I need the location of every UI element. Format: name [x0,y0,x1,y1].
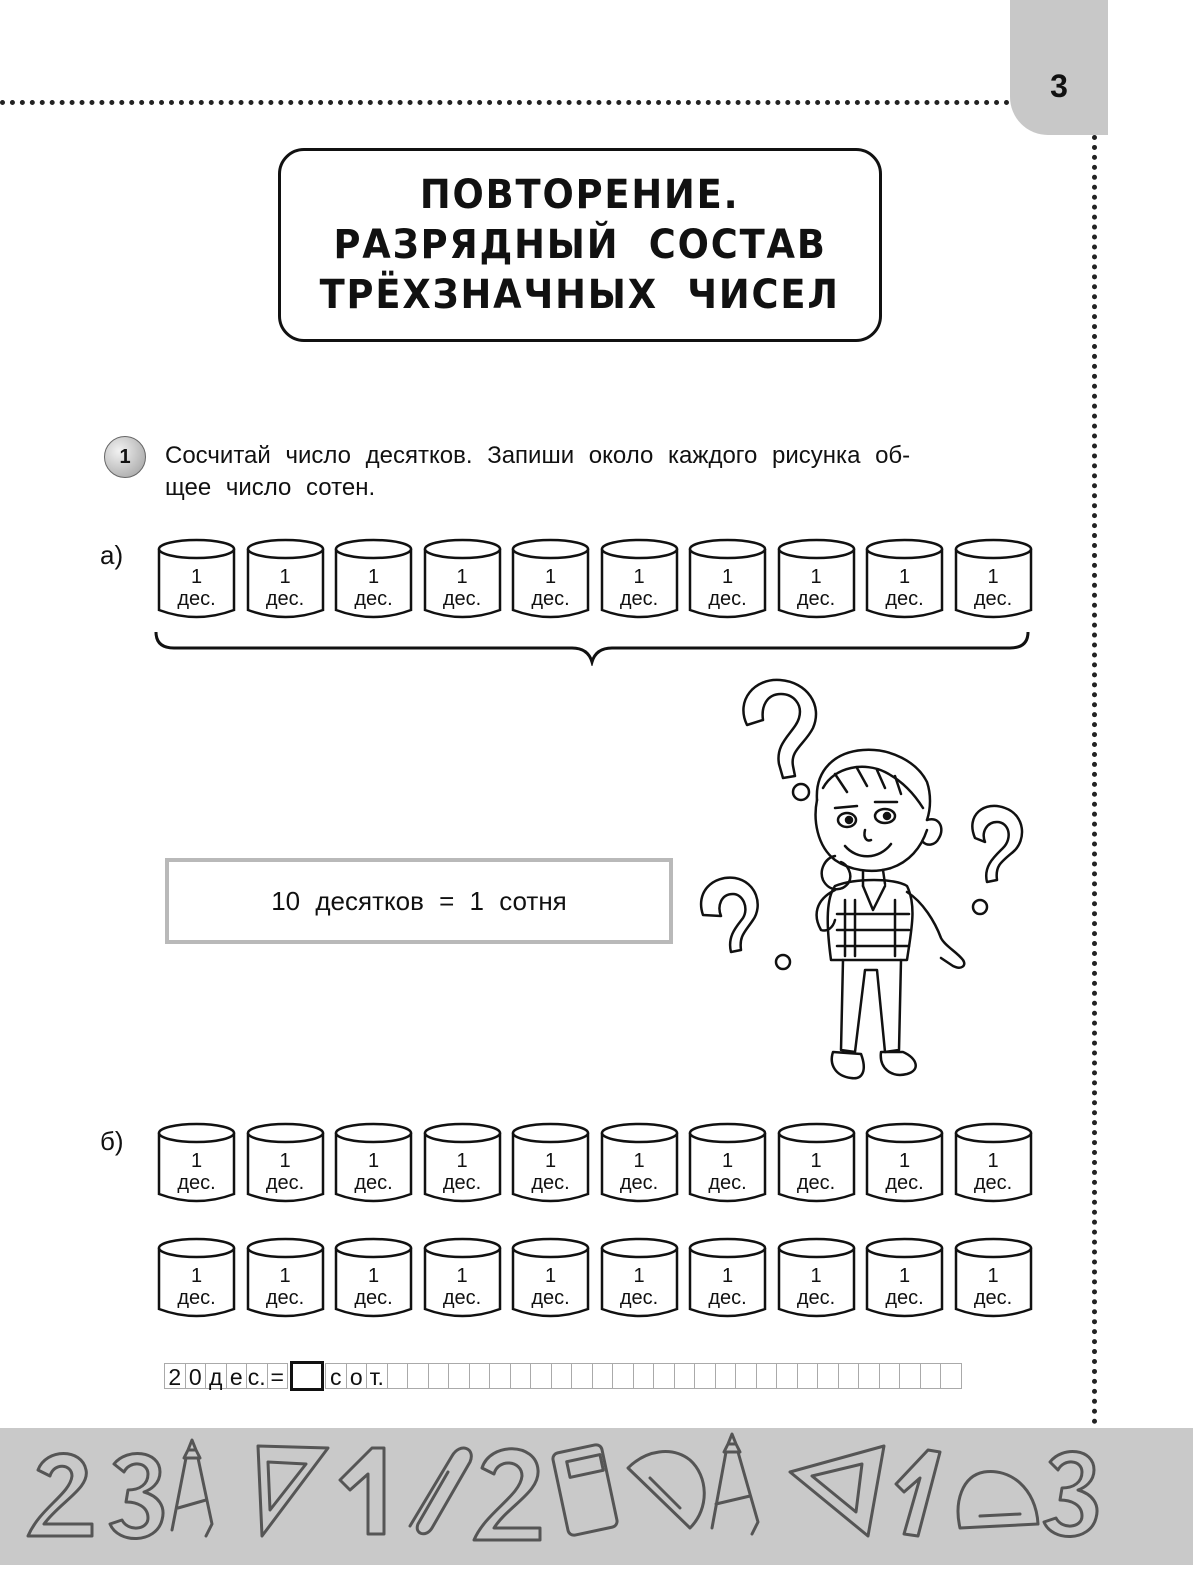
cylinder-value: 1 [279,1150,291,1172]
task-text-line-1: Сосчитай число десятков. Запиши около каждого рисунка об- [165,442,911,469]
empty-grid-cell [448,1363,470,1389]
empty-grid-cell [407,1363,429,1389]
cylinder-unit: дес. [442,588,482,610]
cylinder-unit: дес. [619,1172,659,1194]
cylinder-value: 1 [987,1265,999,1287]
empty-grid-cell [551,1363,573,1389]
tens-cylinder [777,1237,856,1319]
curly-brace [152,630,1032,666]
cylinder-unit: дес. [708,1172,747,1194]
tens-cylinder [511,1237,590,1319]
compass-icon-b [712,1434,758,1534]
bottom-decor-band [0,1428,1193,1565]
empty-grid-cell [940,1363,962,1389]
cylinder-unit: дес. [708,1287,747,1309]
cylinder-value: 1 [367,566,380,588]
cylinder-unit: дес. [973,1172,1013,1194]
cylinder-unit: дес. [265,1287,305,1309]
cylinder-value: 1 [367,1265,380,1287]
part-a-row [157,538,1037,620]
cylinder-unit: дес. [708,588,747,610]
answer-grid-cell: = [267,1363,289,1389]
calculator-icon [552,1444,618,1537]
tens-cylinder [334,1122,413,1204]
tens-cylinder [246,1237,325,1319]
title-line-1: ПОВТОРЕНИЕ. [420,172,740,218]
rule-box [165,858,673,944]
tens-cylinder [600,1237,679,1319]
tens-cylinder [954,1237,1033,1319]
empty-grid-cell [920,1363,942,1389]
tens-cylinder [423,1122,502,1204]
tens-cylinder [157,538,236,620]
answer-grid-cell: е [226,1363,248,1389]
cylinder-value: 1 [898,1265,911,1287]
digit-2-icon [28,1454,92,1537]
tens-cylinder [157,1237,236,1319]
set-square-icon [258,1446,328,1536]
part-b-label: б) [100,1126,124,1156]
set-square-icon-b [790,1446,884,1536]
cylinder-unit: дес. [265,588,305,610]
cylinder-value: 1 [190,566,203,588]
tens-cylinder [954,1122,1033,1204]
cylinder-unit: дес. [973,1287,1013,1309]
cylinder-value: 1 [721,1150,734,1172]
cylinder-value: 1 [456,566,468,588]
empty-grid-cell [592,1363,614,1389]
cylinder-unit: дес. [619,588,659,610]
cylinder-unit: дес. [531,1287,570,1309]
tens-cylinder [246,1122,325,1204]
digit-3-icon [110,1454,163,1539]
protractor-icon-b [958,1471,1038,1528]
answer-grid-cell: 2 [164,1363,186,1389]
title-line-3: ТРЁХЗНАЧНЫХ ЧИСЕЛ [319,272,841,318]
empty-grid-cell [530,1363,552,1389]
tens-cylinder [688,538,767,620]
tens-cylinder [865,538,944,620]
answer-input-box[interactable] [290,1361,324,1391]
part-b-row-1 [157,1122,1037,1204]
tens-cylinder [334,538,413,620]
empty-grid-cell [489,1363,511,1389]
cylinder-value: 1 [279,1265,291,1287]
cylinder-value: 1 [544,1150,557,1172]
cylinder-value: 1 [456,1150,468,1172]
cylinder-value: 1 [898,1150,911,1172]
task-number-badge: 1 [104,436,146,478]
tens-cylinder [423,538,502,620]
cylinder-unit: дес. [442,1172,482,1194]
cylinder-value: 1 [544,566,557,588]
empty-grid-cell [735,1363,757,1389]
cylinder-unit: дес. [531,1172,570,1194]
part-a-label: а) [100,540,124,570]
title-box [278,148,882,342]
empty-grid-cell [756,1363,778,1389]
cylinder-value: 1 [810,1150,822,1172]
cylinder-unit: дес. [885,588,924,610]
compass-icon [172,1440,212,1536]
cylinder-unit: дес. [885,1172,924,1194]
empty-grid-cell [858,1363,880,1389]
tens-cylinder [600,1122,679,1204]
answer-grid-cell: с [325,1363,347,1389]
tens-cylinder [511,1122,590,1204]
empty-grid-cell [428,1363,450,1389]
cylinder-unit: дес. [973,588,1013,610]
cylinder-unit: дес. [796,588,836,610]
cylinder-unit: дес. [177,1287,216,1309]
cylinder-unit: дес. [354,588,393,610]
answer-grid-cell: д [205,1363,227,1389]
empty-grid-cell [879,1363,901,1389]
cylinder-value: 1 [456,1265,468,1287]
part-b-row-2 [157,1237,1037,1319]
cylinder-value: 1 [987,1150,999,1172]
empty-grid-cell [838,1363,860,1389]
task-text-line-2: щее число сотен. [165,474,376,501]
cylinder-value: 1 [810,566,822,588]
empty-grid-cell [653,1363,675,1389]
answer-grid [165,1363,962,1391]
tens-cylinder [777,1122,856,1204]
empty-grid-cell [633,1363,655,1389]
tens-cylinder [423,1237,502,1319]
cylinder-unit: дес. [531,588,570,610]
empty-grid-cell [612,1363,634,1389]
empty-grid-cell [899,1363,921,1389]
title-line-2: РАЗРЯДНЫЙ СОСТАВ [333,222,827,268]
cylinder-value: 1 [633,1150,645,1172]
tens-cylinder [246,538,325,620]
tens-cylinder [865,1237,944,1319]
empty-grid-cell [674,1363,696,1389]
answer-grid-cell: т. [366,1363,388,1389]
right-dotted-border [1092,135,1097,1425]
tens-cylinder [865,1122,944,1204]
tens-cylinder [688,1237,767,1319]
tens-cylinder [600,538,679,620]
cylinder-unit: дес. [796,1172,836,1194]
answer-grid-cell: 0 [185,1363,207,1389]
cylinder-unit: дес. [354,1172,393,1194]
answer-grid-cell: с. [247,1364,266,1390]
top-dotted-border [0,100,1010,105]
tens-cylinder [157,1122,236,1204]
empty-grid-cell [817,1363,839,1389]
cylinder-unit: дес. [442,1287,482,1309]
cylinder-unit: дес. [177,588,216,610]
empty-grid-cell [469,1363,491,1389]
cylinder-value: 1 [633,566,645,588]
decor-icons [0,1428,1193,1565]
answer-grid-cell: о [346,1363,368,1389]
empty-grid-cell [694,1363,716,1389]
task-instructions [165,440,1055,504]
tens-cylinder [511,538,590,620]
cylinder-value: 1 [721,566,734,588]
cylinder-value: 1 [279,566,291,588]
page-number: 3 [1050,68,1068,104]
thinking-boy-illustration [695,670,1025,1095]
cylinder-value: 1 [633,1265,645,1287]
tens-cylinder [688,1122,767,1204]
empty-grid-cell [797,1363,819,1389]
cylinder-unit: дес. [796,1287,836,1309]
cylinder-unit: дес. [354,1287,393,1309]
paper-clip-icon [410,1448,471,1534]
tens-cylinder [334,1237,413,1319]
digit-1-icon-b [896,1450,940,1536]
empty-grid-cell [776,1363,798,1389]
tens-cylinder [954,538,1033,620]
cylinder-unit: дес. [885,1287,924,1309]
rule-text: 10 десятков = 1 сотня [271,885,567,916]
cylinder-unit: дес. [177,1172,216,1194]
empty-grid-cell [510,1363,532,1389]
cylinder-value: 1 [190,1265,203,1287]
empty-grid-cell [571,1363,593,1389]
cylinder-value: 1 [898,566,911,588]
digit-2-icon-b [474,1449,540,1540]
empty-grid-cell [387,1363,409,1389]
cylinder-unit: дес. [619,1287,659,1309]
tens-cylinder [777,538,856,620]
digit-3-icon-b [1044,1452,1097,1537]
cylinder-unit: дес. [265,1172,305,1194]
cylinder-value: 1 [367,1150,380,1172]
protractor-icon [628,1452,704,1528]
cylinder-value: 1 [810,1265,822,1287]
cylinder-value: 1 [190,1150,203,1172]
cylinder-value: 1 [721,1265,734,1287]
digit-1-icon [340,1448,384,1534]
empty-grid-cell [715,1363,737,1389]
cylinder-value: 1 [544,1265,557,1287]
cylinder-value: 1 [987,566,999,588]
